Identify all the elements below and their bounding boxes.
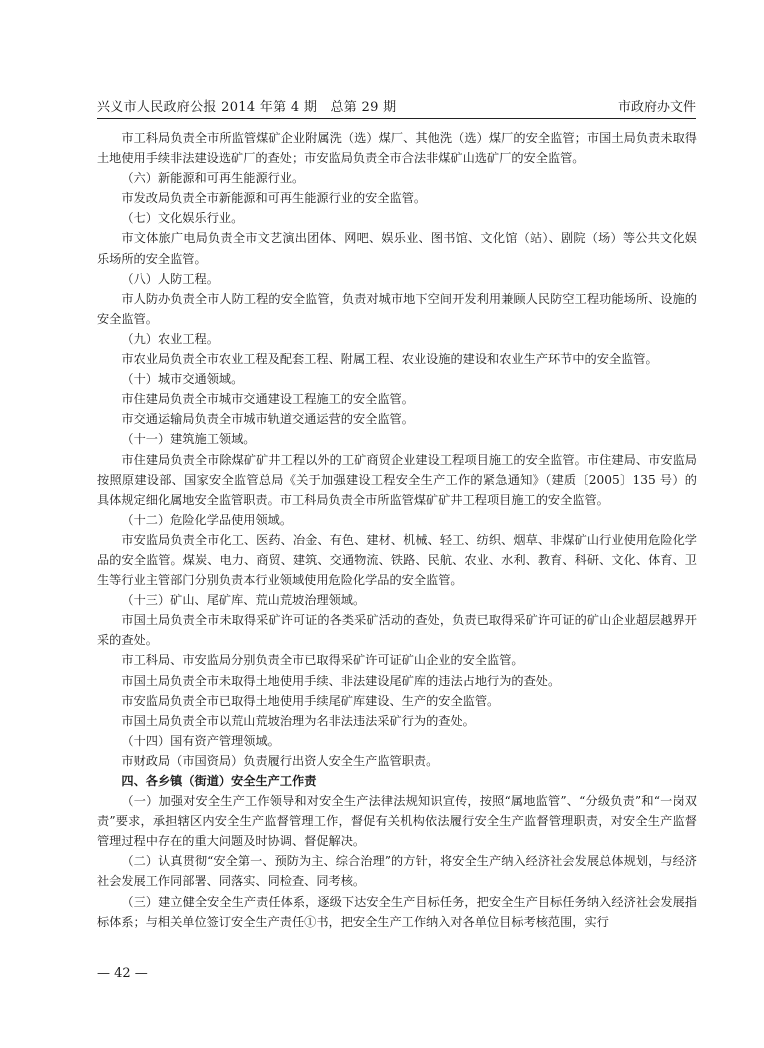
section-heading: 四、各乡镇（街道）安全生产工作责 [121,774,317,788]
paragraph: 市住建局负责全市城市交通建设工程施工的安全监管。 [121,392,414,407]
paragraph: （十）城市交通领域。 [121,372,244,387]
paragraph: （三）建立健全安全生产责任体系，逐级下达安全生产目标任务，把安全生产目标任务纳入经济社会发展指标体系；与相关单位签订安全生产责任①书，把安全生产工作纳入对各单位目标考核范围，实行 [97,894,697,929]
paragraph: （九）农业工程。 [121,331,219,346]
paragraph: 市农业局负责全市农业工程及配套工程、附属工程、农业设施的建设和农业生产环节中的安全监管。 [121,352,658,367]
page-number: — 42 — [97,966,148,981]
paragraph: （六）新能源和可再生能源行业。 [121,171,305,186]
paragraph: （二）认真贯彻“安全第一、预防为主、综合治理”的方针，将安全生产纳入经济社会发展总体规划，与经济社会发展工作同部署、同落实、同检查、同考核。 [97,854,697,889]
paragraph: 市安监局负责全市化工、医药、冶金、有色、建材、机械、轻工、纺织、烟草、非煤矿山行业使用危险化学品的安全监管。煤炭、电力、商贸、建筑、交通物流、铁路、民航、农业、水利、教育、科研、文化、体育、卫生等行业主管部门分别负责本行业领域使用危险化学品的安全监管。 [97,532,697,588]
paragraph: 市工科局负责全市所监管煤矿企业附属洗（选）煤厂、其他洗（选）煤厂的安全监管；市国土局负责未取得土地使用手续非法建设选矿厂的查处；市安监局负责全市合法非煤矿山选矿厂的安全监管。 [97,131,697,166]
paragraph: （十二）危险化学品使用领域。 [121,512,293,527]
paragraph: 市安监局负责全市已取得土地使用手续尾矿库建设、生产的安全监管。 [121,693,500,708]
paragraph: 市国土局负责全市以荒山荒坡治理为名非法违法采矿行为的查处。 [121,713,475,728]
paragraph: （十三）矿山、尾矿库、荒山荒坡治理领域。 [121,593,366,608]
document-body [97,128,697,932]
page-header [97,92,696,119]
section-title: 市政府办文件 [617,100,696,115]
paragraph: 市住建局负责全市除煤矿矿井工程以外的工矿商贸企业建设工程项目施工的安全监管。市住建局、市安监局按照原建设部、国家安全监管总局《关于加强建设工程安全生产工作的紧急通知》（建质〔2005〕135 号）的具体规定细化属地安全监管职责。市工科局负责全市所监管煤矿矿井工程项目施工的安全监管。 [97,452,697,507]
paragraph: 市国土局负责全市未取得土地使用手续、非法建设尾矿库的违法占地行为的查处。 [121,673,561,688]
paragraph: （七）文化娱乐行业。 [121,211,244,226]
publication-title: 兴义市人民政府公报 2014 年第 4 期 总第 29 期 [97,100,397,115]
paragraph: 市国土局负责全市未取得采矿许可证的各类采矿活动的查处，负责已取得采矿许可证的矿山企业超层越界开采的查处。 [97,613,697,648]
paragraph: 市交通运输局负责全市城市轨道交通运营的安全监管。 [121,412,414,427]
paragraph: 市发改局负责全市新能源和可再生能源行业的安全监管。 [121,191,427,206]
paragraph: 市财政局（市国资局）负责履行出资人安全生产监管职责。 [121,753,439,768]
paragraph: 市文体旅广电局负责全市文艺演出团体、网吧、娱乐业、图书馆、文化馆（站）、剧院（场）等公共文化娱乐场所的安全监管。 [97,231,697,266]
paragraph: 市工科局、市安监局分别负责全市已取得采矿许可证矿山企业的安全监管。 [121,653,524,668]
paragraph: （十四）国有资产管理领域。 [121,733,280,748]
paragraph: （八）人防工程。 [121,271,219,286]
paragraph: （一）加强对安全生产工作领导和对安全生产法律法规知识宣传，按照“属地监管”、“分级负责”和“一岗双责”要求，承担辖区内安全生产监督管理工作，督促有关机构依法履行安全生产监督管理职责，对安全生产监督管理过程中存在的重大问题及时协调、督促解决。 [97,794,697,849]
paragraph: 市人防办负责全市人防工程的安全监管，负责对城市地下空间开发利用兼顾人民防空工程功能场所、设施的安全监管。 [97,291,697,326]
paragraph: （十一）建筑施工领域。 [121,432,256,447]
